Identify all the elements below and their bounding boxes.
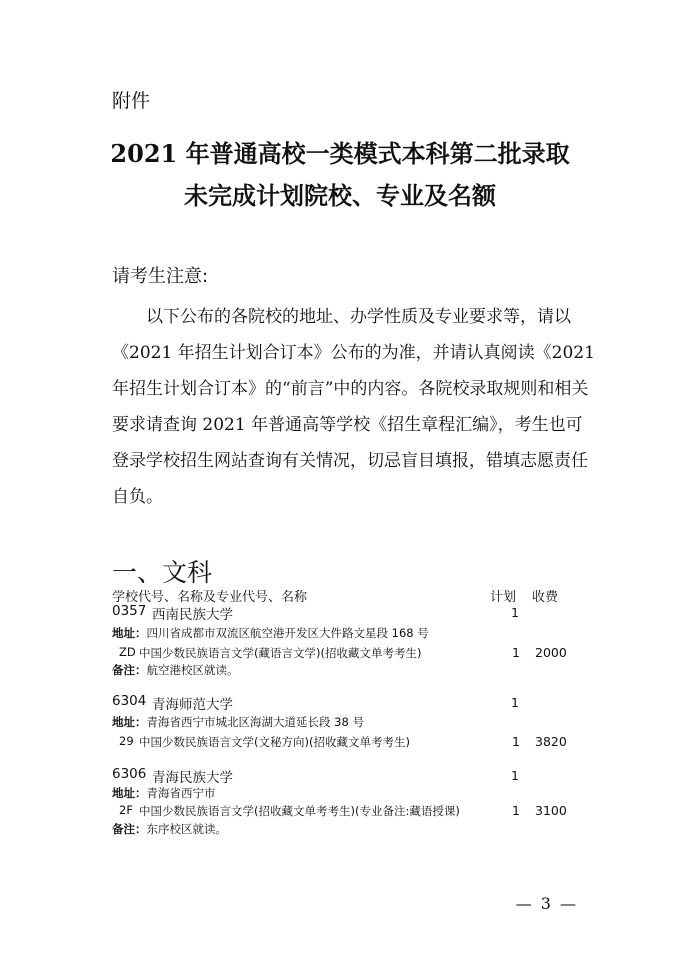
- major-name: 中国少数民族语言文学(文秘方向)(招收藏文单考考生): [139, 735, 410, 749]
- address-row: [112, 625, 429, 641]
- note-row: [112, 662, 239, 678]
- note-value: 航空港校区就读。: [146, 663, 239, 677]
- notice-line: 要求请查询 2021 年普通高等学校《招生章程汇编》，考生也可: [112, 415, 583, 435]
- address-row: [112, 714, 364, 730]
- school-code: 6304: [112, 693, 147, 709]
- major-plan: 1: [512, 645, 520, 660]
- notice-heading: 请考生注意:: [112, 266, 209, 287]
- school-code: 6306: [112, 766, 147, 782]
- address-label: 地址：: [112, 715, 147, 729]
- note-label: 备注：: [112, 663, 147, 677]
- note-label: 备注：: [112, 822, 147, 836]
- major-fee: 3100: [535, 803, 567, 818]
- school-name: 西南民族大学: [152, 607, 233, 623]
- notice-line: 自负。: [112, 487, 163, 507]
- note-row: [112, 821, 227, 837]
- notice-line: 以下公布的各院校的地址、办学性质及专业要求等，请以: [112, 307, 571, 327]
- notice-line: 登录学校招生网站查询有关情况，切忌盲目填报，错填志愿责任: [112, 451, 588, 471]
- major-plan: 1: [512, 803, 520, 818]
- address-row: [112, 785, 216, 801]
- header-fee-column: 收费: [532, 590, 559, 605]
- address-label: 地址：: [112, 786, 147, 800]
- major-fee: 3820: [535, 734, 567, 749]
- major-name: 中国少数民族语言文学(招收藏文单考考生)(专业备注:藏语授课): [139, 804, 460, 818]
- address-value: 青海省西宁市城北区海湖大道延长段 38 号: [146, 715, 364, 729]
- notice-paragraph: [112, 299, 595, 515]
- address-value: 四川省成都市双流区航空港开发区大件路文星段 168 号: [146, 626, 429, 640]
- school-plan: 1: [511, 605, 519, 620]
- major-name: 中国少数民族语言文学(藏语言文学)(招收藏文单考考生): [139, 646, 422, 660]
- major-code: ZD: [119, 645, 136, 659]
- school-plan: 1: [511, 768, 519, 783]
- notice-line: 《2021 年招生计划合订本》公布的为准，并请认真阅读《2021: [112, 343, 595, 363]
- header-school-column: 学校代号、名称及专业代号、名称: [112, 590, 308, 605]
- section-heading-liberal-arts: 一、文科: [112, 558, 213, 587]
- school-code: 0357: [112, 603, 147, 619]
- note-value: 东序校区就读。: [146, 822, 227, 836]
- school-plan: 1: [511, 695, 519, 710]
- major-code: 2F: [119, 803, 133, 817]
- address-value: 青海省西宁市: [146, 786, 216, 800]
- document-title-line-1: 2021 年普通高校一类模式本科第二批录取: [110, 139, 570, 168]
- major-fee: 2000: [535, 645, 567, 660]
- page-number: — 3 —: [515, 894, 578, 913]
- document-title-line-2: 未完成计划院校、专业及名额: [184, 181, 496, 210]
- school-name: 青海民族大学: [152, 770, 233, 786]
- address-label: 地址：: [112, 626, 147, 640]
- notice-line: 年招生计划合订本》的“前言”中的内容。各院校录取规则和相关: [112, 379, 589, 399]
- annex-label: 附件: [112, 90, 151, 112]
- major-code: 29: [119, 734, 134, 748]
- school-name: 青海师范大学: [152, 697, 233, 713]
- header-plan-column: 计划: [490, 590, 517, 605]
- major-plan: 1: [512, 734, 520, 749]
